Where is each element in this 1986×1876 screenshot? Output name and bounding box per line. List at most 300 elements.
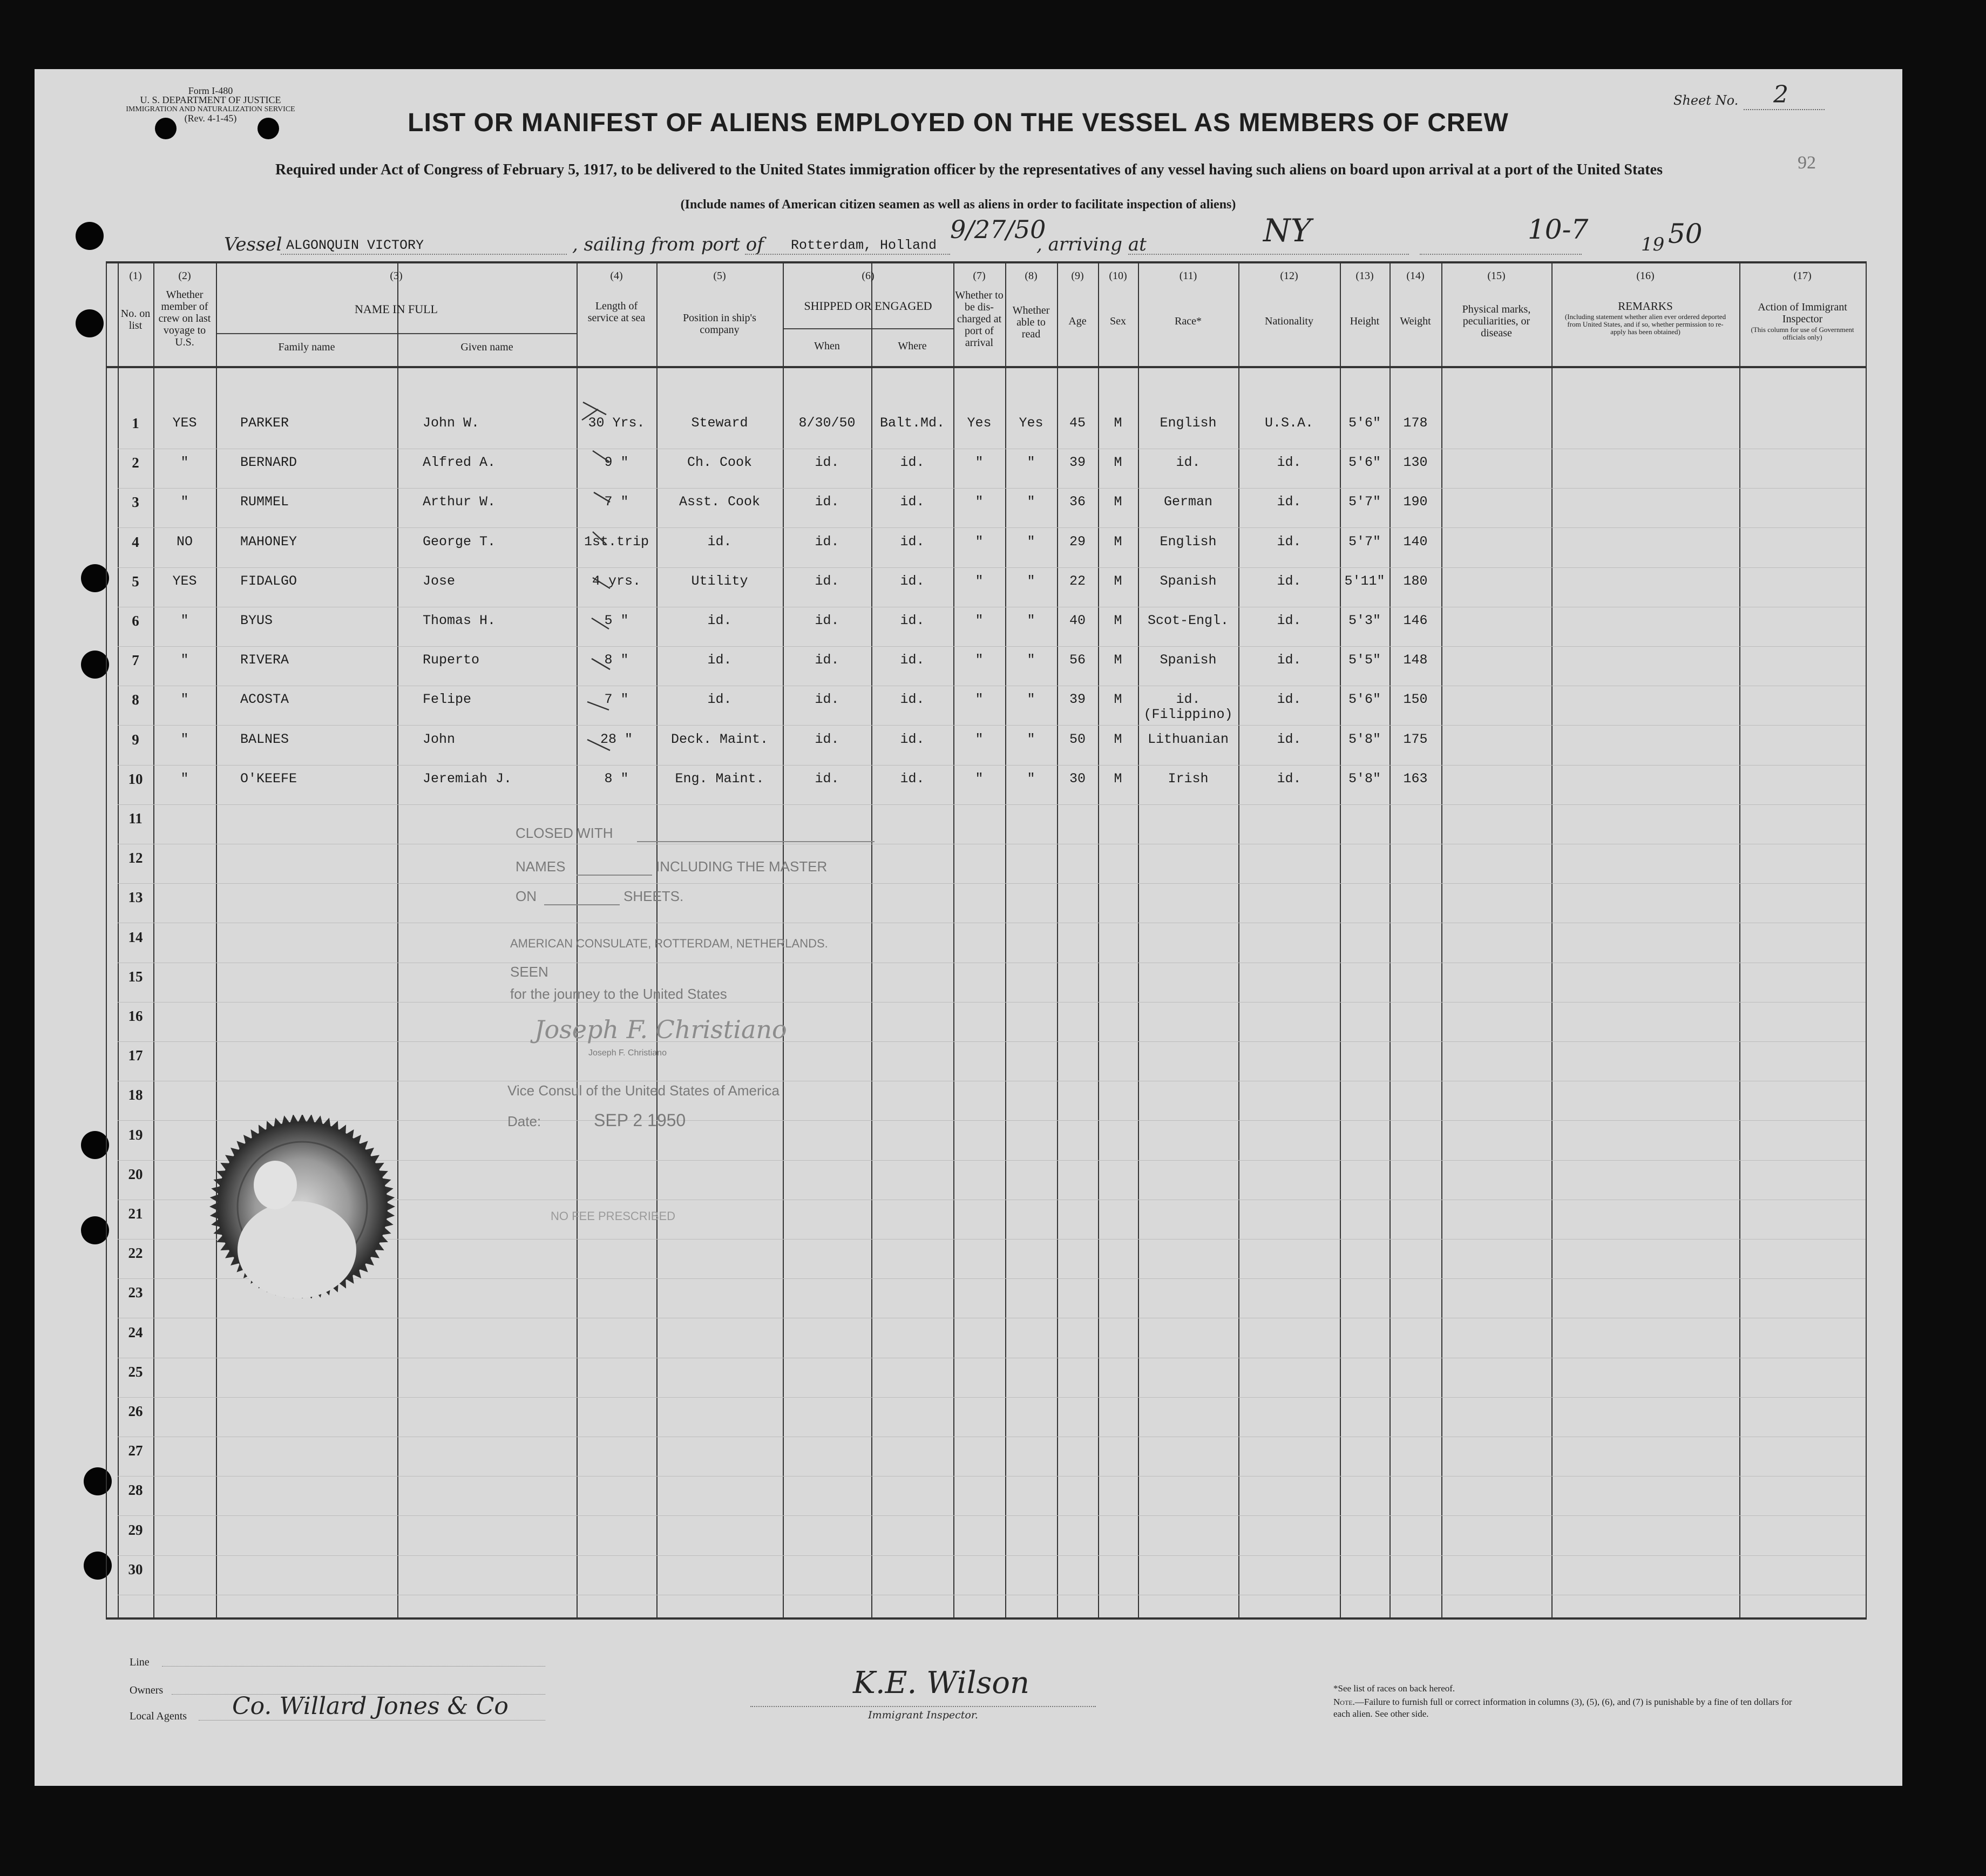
crew-age-cell: 56	[1069, 652, 1086, 668]
row-number: 12	[128, 850, 143, 866]
crew-last-cell: "	[180, 494, 189, 510]
consul-printed-name: Joseph F. Christiano	[588, 1048, 667, 1058]
column-rule	[1866, 263, 1867, 1620]
crew-discharged-cell: "	[975, 534, 984, 550]
stamp-date-label: Date:	[507, 1113, 541, 1129]
crew-height-cell: 5'8"	[1348, 771, 1381, 787]
crew-discharged-cell: "	[975, 692, 984, 707]
row-number: 28	[128, 1482, 143, 1498]
punch-hole	[81, 1131, 109, 1159]
col16-number: (16)	[1636, 270, 1655, 282]
row-number: 13	[128, 889, 143, 905]
crew-race-note-cell: (Filippino)	[1143, 707, 1233, 722]
crew-last-cell: YES	[172, 573, 197, 589]
row-number: 6	[132, 613, 139, 629]
col5-header: Position in ship's company	[683, 312, 756, 336]
col15-header: Physical marks, peculiarities, or disease	[1462, 303, 1531, 339]
row-number: 2	[132, 455, 139, 471]
note-text: —Failure to furnish full or correct information in columns (3), (5), (6), and (7) is punishable by a fine of ten dollars for each alien. See other side.	[1333, 1697, 1792, 1719]
stamp-vice-consul: Vice Consul of the United States of America	[507, 1082, 780, 1099]
crew-height-cell: 5'7"	[1348, 494, 1381, 510]
row-number: 23	[128, 1284, 143, 1301]
row-rule	[118, 765, 1866, 766]
crew-race-cell: German	[1163, 494, 1212, 510]
crew-weight-cell: 163	[1403, 771, 1428, 787]
service-name: IMMIGRATION AND NATURALIZATION SERVICE	[126, 105, 295, 113]
crew-height-cell: 5'6"	[1348, 692, 1381, 707]
sailing-port: Rotterdam, Holland	[791, 238, 937, 253]
crew-when-cell: id.	[815, 534, 839, 550]
local-agents-value: Co. Willard Jones & Co	[232, 1692, 509, 1720]
col2-header: Whether member of crew on last voyage to U.S.	[158, 289, 211, 348]
crew-when-cell: id.	[815, 652, 839, 668]
row-number: 11	[128, 810, 143, 827]
crew-service-cell: 7 "	[604, 692, 629, 707]
col17-header: Action of Immigrant Inspector	[1758, 301, 1847, 325]
agents-field	[199, 1720, 545, 1721]
header-bottom-rule	[106, 366, 1867, 368]
sailing-date: 9/27/50	[950, 215, 1046, 244]
crew-service-cell: 5 "	[604, 613, 629, 628]
line-field	[162, 1666, 545, 1667]
column-rule	[1551, 263, 1553, 1620]
crew-sex-cell: M	[1114, 455, 1122, 470]
column-rule	[1739, 263, 1740, 1620]
arrival-date: 10-7	[1528, 214, 1589, 245]
col17-subheader: (This column for use of Government officials only)	[1751, 326, 1854, 341]
crew-last-cell: "	[180, 455, 189, 470]
crew-family-cell: BYUS	[240, 613, 273, 628]
row-rule	[118, 1397, 1866, 1398]
crew-age-cell: 50	[1069, 732, 1086, 747]
crew-weight-cell: 146	[1403, 613, 1428, 628]
family-name-header: Family name	[278, 341, 335, 353]
crew-read-cell: "	[1027, 732, 1035, 747]
punch-hole	[81, 651, 109, 679]
crew-last-cell: YES	[172, 415, 197, 431]
crew-weight-cell: 130	[1403, 455, 1428, 470]
col3-header: NAME IN FULL	[355, 302, 438, 316]
crew-sex-cell: M	[1114, 534, 1122, 550]
crew-service-cell: 1st.trip	[584, 534, 649, 550]
row-number: 24	[128, 1324, 143, 1340]
col11-number: (11)	[1179, 270, 1197, 282]
crew-weight-cell: 140	[1403, 534, 1428, 550]
crew-height-cell: 5'5"	[1348, 652, 1381, 668]
col10-number: (10)	[1109, 270, 1127, 282]
crew-height-cell: 5'6"	[1348, 415, 1381, 431]
crew-position-cell: id.	[707, 613, 732, 628]
crew-sex-cell: M	[1114, 652, 1122, 668]
crew-read-cell: "	[1027, 573, 1035, 589]
crew-nationality-cell: id.	[1277, 494, 1302, 510]
stamp-including: INCLUDING THE MASTER	[656, 858, 828, 875]
crew-height-cell: 5'11"	[1344, 573, 1385, 589]
races-note: *See list of races on back hereof.	[1333, 1683, 1455, 1694]
crew-when-cell: id.	[815, 455, 839, 470]
crew-nationality-cell: id.	[1277, 613, 1302, 628]
crew-read-cell: "	[1027, 652, 1035, 668]
crew-race-cell: Lithuanian	[1147, 732, 1229, 747]
crew-where-cell: id.	[900, 732, 925, 747]
crew-given-cell: Jeremiah J.	[423, 771, 512, 787]
crew-height-cell: 5'3"	[1348, 613, 1381, 628]
crew-sex-cell: M	[1114, 494, 1122, 510]
stamp-seen: SEEN	[510, 964, 548, 980]
crew-age-cell: 39	[1069, 455, 1086, 470]
crew-nationality-cell: id.	[1277, 692, 1302, 707]
arrival-date-line	[1420, 254, 1582, 255]
crew-position-cell: Asst. Cook	[679, 494, 761, 510]
crew-position-cell: Steward	[691, 415, 748, 431]
crew-sex-cell: M	[1114, 415, 1122, 431]
row-number: 14	[128, 929, 143, 945]
crew-given-cell: Arthur W.	[423, 494, 496, 510]
row-number: 1	[132, 415, 139, 431]
crew-age-cell: 36	[1069, 494, 1086, 510]
crew-race-cell: Scot-Engl.	[1147, 613, 1229, 628]
crew-weight-cell: 175	[1403, 732, 1428, 747]
col7-header: Whether to be dis-charged at port of arrival	[955, 289, 1004, 349]
crew-given-cell: Alfred A.	[423, 455, 496, 470]
crew-position-cell: Utility	[691, 573, 748, 589]
crew-discharged-cell: "	[975, 652, 984, 668]
row-rule	[118, 1476, 1866, 1477]
crew-service-cell: 30 Yrs.	[588, 415, 645, 431]
crew-position-cell: id.	[707, 534, 732, 550]
port-field-line	[745, 254, 950, 255]
crew-read-cell: "	[1027, 534, 1035, 550]
crew-sex-cell: M	[1114, 771, 1122, 787]
crew-sex-cell: M	[1114, 613, 1122, 628]
row-number: 30	[128, 1561, 143, 1577]
sheet-line	[1744, 109, 1825, 110]
crew-race-cell: English	[1160, 534, 1217, 550]
crew-last-cell: "	[180, 771, 189, 787]
crew-read-cell: "	[1027, 455, 1035, 470]
crew-weight-cell: 180	[1403, 573, 1428, 589]
column-rule	[216, 263, 217, 1620]
crew-race-cell: Spanish	[1160, 652, 1217, 668]
col11-header: Race*	[1175, 315, 1202, 327]
agents-label: Local Agents	[130, 1710, 187, 1722]
where-header: Where	[898, 340, 927, 352]
crew-discharged-cell: "	[975, 455, 984, 470]
crew-when-cell: id.	[815, 692, 839, 707]
crew-discharged-cell: "	[975, 494, 984, 510]
punch-hole	[81, 1216, 109, 1244]
crew-read-cell: "	[1027, 494, 1035, 510]
row-number: 5	[132, 573, 139, 590]
crew-discharged-cell: "	[975, 613, 984, 628]
stamp-consulate: AMERICAN CONSULATE, ROTTERDAM, NETHERLANDS.	[510, 937, 828, 950]
crew-weight-cell: 190	[1403, 494, 1428, 510]
punch-hole	[81, 564, 109, 592]
crew-read-cell: "	[1027, 692, 1035, 707]
table-top-rule	[106, 261, 1867, 263]
form-note: (Include names of American citizen seamen as well as aliens in order to facilitate inspection of aliens)	[680, 198, 1236, 212]
crew-position-cell: id.	[707, 692, 732, 707]
crew-service-cell: 28 "	[600, 732, 633, 747]
inspector-line	[750, 1706, 1096, 1707]
crew-discharged-cell: "	[975, 732, 984, 747]
row-number: 26	[128, 1403, 143, 1419]
stamp-journey: for the journey to the United States	[510, 986, 727, 1002]
col17-number: (17)	[1793, 270, 1812, 282]
page-number: 92	[1798, 153, 1816, 173]
punch-hole	[76, 222, 104, 250]
crew-where-cell: id.	[900, 613, 925, 628]
crew-discharged-cell: Yes	[967, 415, 992, 431]
crew-weight-cell: 178	[1403, 415, 1428, 431]
owners-label: Owners	[130, 1684, 164, 1696]
punch-hole	[84, 1552, 112, 1580]
note-label: Note.	[1333, 1697, 1355, 1707]
col8-number: (8)	[1025, 270, 1038, 282]
crew-position-cell: Ch. Cook	[687, 455, 753, 470]
crew-when-cell: id.	[815, 771, 839, 787]
stamp-line	[577, 875, 652, 876]
arrival-field-line	[1128, 254, 1409, 255]
crew-read-cell: "	[1027, 771, 1035, 787]
crew-family-cell: ACOSTA	[240, 692, 289, 707]
shipped-subheader-rule	[783, 328, 953, 329]
crew-age-cell: 39	[1069, 692, 1086, 707]
col6-number: (6)	[862, 270, 875, 282]
row-number: 17	[128, 1047, 143, 1064]
col12-number: (12)	[1280, 270, 1298, 282]
crew-weight-cell: 148	[1403, 652, 1428, 668]
crew-where-cell: id.	[900, 692, 925, 707]
form-number: Form I-480	[188, 85, 233, 96]
crew-family-cell: BALNES	[240, 732, 289, 747]
crew-race-cell: Spanish	[1160, 573, 1217, 589]
crew-sex-cell: M	[1114, 573, 1122, 589]
crew-last-cell: "	[180, 732, 189, 747]
row-rule	[118, 804, 1866, 805]
crew-service-cell: 4 yrs.	[592, 573, 641, 589]
crew-race-cell: Irish	[1168, 771, 1209, 787]
col14-header: Weight	[1400, 315, 1431, 327]
row-rule	[118, 1555, 1866, 1556]
row-rule	[118, 725, 1866, 726]
row-number: 19	[128, 1127, 143, 1143]
col3-number: (3)	[390, 270, 403, 282]
col6-header: SHIPPED OR ENGAGED	[804, 299, 932, 313]
penalty-note	[1333, 1696, 1808, 1720]
col9-header: Age	[1068, 315, 1087, 327]
crew-given-cell: Thomas H.	[423, 613, 496, 628]
crew-last-cell: "	[180, 613, 189, 628]
form-subtitle: Required under Act of Congress of February 5, 1917, to be delivered to the United States immigration officer by the representatives of any vessel having such aliens on board upon arrival at a port of the United States	[275, 161, 1663, 178]
crew-family-cell: FIDALGO	[240, 573, 297, 589]
consular-seal-icon	[189, 1115, 416, 1298]
sheet-number: 2	[1773, 81, 1788, 109]
crew-where-cell: id.	[900, 534, 925, 550]
page-title: LIST OR MANIFEST OF ALIENS EMPLOYED ON THE VESSEL AS MEMBERS OF CREW	[408, 109, 1509, 137]
crew-height-cell: 5'7"	[1348, 534, 1381, 550]
column-rule	[106, 263, 107, 1620]
crew-race-cell: id.	[1176, 455, 1201, 470]
col13-number: (13)	[1355, 270, 1374, 282]
crew-given-cell: Jose	[423, 573, 456, 589]
stamp-date: SEP 2 1950	[594, 1110, 686, 1130]
form-revision: (Rev. 4-1-45)	[184, 113, 237, 124]
crew-read-cell: Yes	[1019, 415, 1043, 431]
consul-signature: Joseph F. Christiano	[534, 1015, 787, 1044]
stamp-no-fee: NO FEE PRESCRIBED	[551, 1209, 676, 1223]
crew-last-cell: "	[180, 692, 189, 707]
crew-when-cell: id.	[815, 613, 839, 628]
crew-family-cell: PARKER	[240, 415, 289, 431]
crew-when-cell: id.	[815, 494, 839, 510]
col1-header: No. on list	[120, 308, 151, 331]
punch-hole	[76, 309, 104, 337]
crew-service-cell: 9 "	[604, 455, 629, 470]
crew-height-cell: 5'6"	[1348, 455, 1381, 470]
crew-height-cell: 5'8"	[1348, 732, 1381, 747]
row-number: 3	[132, 494, 139, 510]
vessel-field-line	[281, 254, 567, 255]
crew-when-cell: 8/30/50	[798, 415, 856, 431]
crew-where-cell: id.	[900, 573, 925, 589]
crew-where-cell: id.	[900, 771, 925, 787]
column-rule	[1441, 263, 1442, 1620]
row-rule	[118, 527, 1866, 528]
row-number: 16	[128, 1008, 143, 1024]
crew-nationality-cell: id.	[1277, 652, 1302, 668]
crew-position-cell: id.	[707, 652, 732, 668]
given-name-header: Given name	[460, 341, 513, 353]
col9-number: (9)	[1071, 270, 1084, 282]
crew-position-cell: Deck. Maint.	[670, 732, 769, 747]
arrival-port: NY	[1263, 212, 1312, 249]
crew-discharged-cell: "	[975, 573, 984, 589]
crew-where-cell: id.	[900, 652, 925, 668]
stamp-line	[637, 841, 875, 842]
crew-age-cell: 45	[1069, 415, 1086, 431]
crew-where-cell: Balt.Md.	[879, 415, 945, 431]
crew-given-cell: Ruperto	[423, 652, 480, 668]
row-number: 25	[128, 1364, 143, 1380]
col2-number: (2)	[178, 270, 191, 282]
line-label: Line	[130, 1656, 150, 1668]
crew-age-cell: 40	[1069, 613, 1086, 628]
punch-hole	[84, 1467, 112, 1495]
crew-where-cell: id.	[900, 494, 925, 510]
form-id-block	[97, 86, 324, 123]
row-number: 15	[128, 969, 143, 985]
when-header: When	[814, 340, 840, 352]
col12-header: Nationality	[1265, 315, 1313, 327]
crew-service-cell: 7 "	[604, 494, 629, 510]
crew-position-cell: Eng. Maint.	[675, 771, 764, 787]
crew-age-cell: 29	[1069, 534, 1086, 550]
crew-last-cell: NO	[176, 534, 193, 550]
col7-number: (7)	[973, 270, 986, 282]
crew-sex-cell: M	[1114, 732, 1122, 747]
crew-race-cell: id.	[1176, 692, 1201, 707]
crew-nationality-cell: id.	[1277, 732, 1302, 747]
year-prefix: 19	[1641, 234, 1665, 255]
name-subheader-rule	[216, 333, 577, 334]
row-number: 18	[128, 1087, 143, 1103]
crew-age-cell: 22	[1069, 573, 1086, 589]
col10-header: Sex	[1110, 315, 1126, 327]
row-rule	[118, 488, 1866, 489]
crew-race-cell: English	[1160, 415, 1217, 431]
year-suffix: 50	[1668, 218, 1703, 249]
crew-where-cell: id.	[900, 455, 925, 470]
crew-nationality-cell: id.	[1277, 573, 1302, 589]
col16-header: REMARKS	[1618, 300, 1673, 313]
crew-age-cell: 30	[1069, 771, 1086, 787]
crew-nationality-cell: id.	[1277, 455, 1302, 470]
crew-family-cell: BERNARD	[240, 455, 297, 470]
crew-family-cell: RUMMEL	[240, 494, 289, 510]
stamp-names: NAMES	[516, 858, 566, 875]
col4-number: (4)	[610, 270, 623, 282]
crew-given-cell: George T.	[423, 534, 496, 550]
row-rule	[118, 567, 1866, 568]
row-rule	[118, 1515, 1866, 1516]
col4-header: Length of service at sea	[587, 300, 646, 324]
crew-given-cell: John	[423, 732, 456, 747]
col14-number: (14)	[1406, 270, 1425, 282]
row-rule	[118, 1002, 1866, 1003]
row-number: 10	[128, 771, 143, 787]
row-number: 22	[128, 1245, 143, 1261]
col8-header: Whether able to read	[1012, 304, 1050, 340]
stamp-closed-with: CLOSED WITH	[516, 825, 613, 841]
row-number: 4	[132, 534, 139, 550]
crew-nationality-cell: U.S.A.	[1264, 415, 1313, 431]
crew-given-cell: John W.	[423, 415, 480, 431]
col5-number: (5)	[713, 270, 726, 282]
crew-nationality-cell: id.	[1277, 771, 1302, 787]
col1-number: (1)	[129, 270, 142, 282]
crew-last-cell: "	[180, 652, 189, 668]
row-number: 8	[132, 692, 139, 708]
row-number: 9	[132, 732, 139, 748]
stamp-on: ON	[516, 888, 537, 904]
row-number: 29	[128, 1522, 143, 1538]
crew-family-cell: MAHONEY	[240, 534, 297, 550]
vessel-name: ALGONQUIN VICTORY	[286, 238, 424, 253]
stamp-line	[544, 904, 620, 905]
row-rule	[118, 646, 1866, 647]
col13-header: Height	[1350, 315, 1380, 327]
row-number: 7	[132, 652, 139, 668]
crew-given-cell: Felipe	[423, 692, 472, 707]
row-number: 20	[128, 1166, 143, 1182]
crew-family-cell: RIVERA	[240, 652, 289, 668]
row-rule	[118, 1041, 1866, 1042]
row-number: 27	[128, 1442, 143, 1459]
crew-service-cell: 8 "	[604, 771, 629, 787]
col15-number: (15)	[1487, 270, 1506, 282]
inspector-signature: K.E. Wilson	[853, 1665, 1030, 1701]
crew-family-cell: O'KEEFE	[240, 771, 297, 787]
crew-when-cell: id.	[815, 732, 839, 747]
row-number: 21	[128, 1205, 143, 1222]
crew-sex-cell: M	[1114, 692, 1122, 707]
crew-weight-cell: 150	[1403, 692, 1428, 707]
crew-discharged-cell: "	[975, 771, 984, 787]
crew-when-cell: id.	[815, 573, 839, 589]
department: U. S. DEPARTMENT OF JUSTICE	[140, 94, 281, 105]
sailing-label: , sailing from port of	[572, 234, 764, 255]
